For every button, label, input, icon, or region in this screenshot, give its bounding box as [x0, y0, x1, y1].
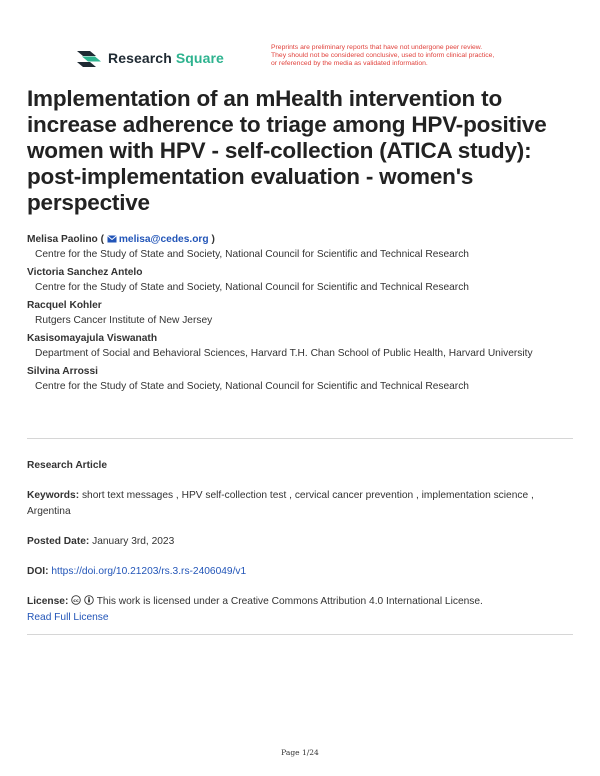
author-entry: [27, 265, 572, 295]
research-square-logo-icon: [76, 47, 102, 69]
posted-date-label: Posted Date:: [27, 536, 90, 547]
svg-text:cc: cc: [73, 598, 79, 604]
author-list: [27, 232, 572, 397]
author-name: Victoria Sanchez Antelo: [27, 267, 143, 278]
author-name: Kasisomayajula Viswanath: [27, 333, 158, 344]
notice-line: or referenced by the media as validated information.: [271, 60, 428, 67]
author-affiliation: Rutgers Cancer Institute of New Jersey: [35, 315, 213, 326]
author-affiliation: Centre for the Study of State and Society, National Council for Scientific and Technical Research: [35, 249, 469, 260]
page-number: Page 1/24: [281, 748, 319, 757]
author-name: Melisa Paolino: [27, 234, 98, 245]
preprint-notice: [271, 44, 541, 68]
paper-title: Implementation of an mHealth intervention to increase adherence to triage among HPV-positive women with HPV - self-collection (ATICA study): post-implementation evaluation - women's perspective: [27, 86, 547, 215]
notice-line: Preprints are preliminary reports that have not undergone peer review.: [271, 44, 483, 51]
author-entry: [27, 331, 572, 361]
keywords-label: Keywords:: [27, 490, 80, 501]
research-square-logo[interactable]: [76, 47, 224, 69]
license-label: License:: [27, 596, 69, 607]
author-affiliation: Centre for the Study of State and Society, National Council for Scientific and Technical Research: [35, 381, 469, 392]
license: [27, 594, 567, 626]
section-divider: [27, 634, 573, 635]
article-type: Research Article: [27, 460, 108, 471]
keywords: [27, 488, 567, 520]
posted-date: [27, 534, 567, 550]
read-full-license-link[interactable]: Read Full License: [27, 612, 109, 623]
author-name: Racquel Kohler: [27, 300, 102, 311]
author-entry: [27, 298, 572, 328]
doi-label: DOI:: [27, 566, 49, 577]
attribution-icon: [84, 595, 94, 605]
author-entry: Melisa Paolino ( melisa@cedes.org ) Centre for the Study of State and Society, National Council for Scientific and Technical Research: [27, 232, 572, 262]
creative-commons-icon: [71, 595, 81, 605]
author-affiliation: Centre for the Study of State and Society, National Council for Scientific and Technical Research: [35, 282, 469, 293]
notice-line: They should not be considered conclusive, used to inform clinical practice,: [271, 52, 495, 59]
posted-date-value: January 3rd, 2023: [92, 536, 175, 547]
section-divider: [27, 438, 573, 439]
logo-wordmark: Research Square: [108, 50, 224, 66]
author-entry: [27, 364, 572, 394]
author-email-link[interactable]: melisa@cedes.org: [118, 234, 209, 245]
doi-link[interactable]: https://doi.org/10.21203/rs.3.rs-2406049/v1: [51, 566, 247, 577]
license-text: This work is licensed under a Creative Commons Attribution 4.0 International License.: [96, 596, 483, 607]
author-affiliation: Department of Social and Behavioral Sciences, Harvard T.H. Chan School of Public Health, Harvard University: [35, 348, 533, 359]
author-name: Silvina Arrossi: [27, 366, 98, 377]
keywords-value: short text messages , HPV self-collection test , cervical cancer prevention , implementation science , Argentina: [27, 490, 534, 517]
header: [76, 44, 536, 74]
doi: [27, 564, 567, 580]
envelope-icon: [107, 235, 117, 243]
